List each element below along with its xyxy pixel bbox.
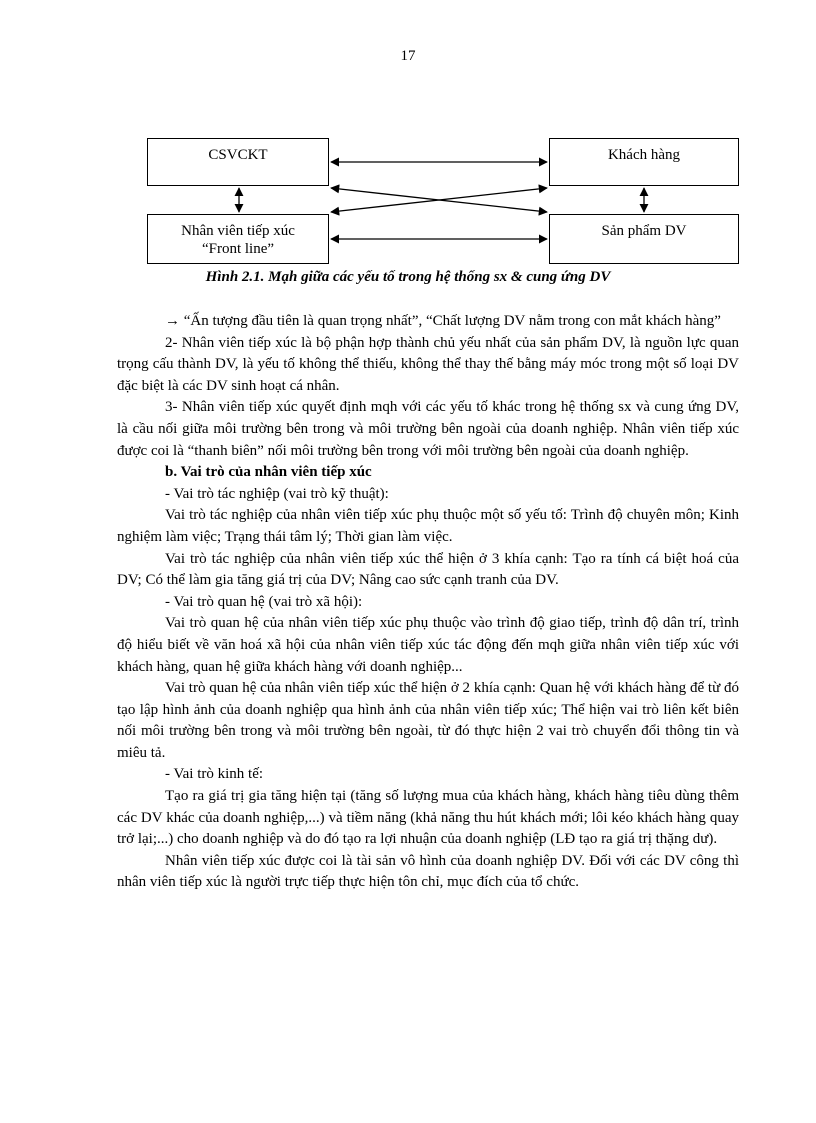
- paragraph: - Vai trò kinh tế:: [165, 766, 264, 783]
- diagram: [0, 0, 816, 300]
- paragraph: - Vai trò quan hệ (vai trò xã hội):: [165, 593, 363, 610]
- box-nhan-vien-label-line1: Nhân viên tiếp xúc: [181, 223, 295, 239]
- paragraph: Vai trò tác nghiệp của nhân viên tiếp xúc thể hiện ở 3 khía cạnh: Tạo ra tính cá biệt hoá của DV; Có thể làm gia tăng giá trị của DV; Nâng cao sức cạnh tranh của DV.: [117, 550, 739, 589]
- paragraph: Tạo ra giá trị gia tăng hiện tại (tăng số lượng mua của khách hàng, khách hàng tiêu dùng thêm các DV khác của doanh nghiệp,...) và tiềm năng (khả năng thu hút khách mới; lôi kéo khách hàng quay trở lại;...) cho doanh nghiệp và do đó tạo ra lợi nhuận của doanh nghiệp (LĐ tạo ra giá trị thặng dư).: [117, 788, 739, 848]
- paragraph: Vai trò quan hệ của nhân viên tiếp xúc phụ thuộc vào trình độ giao tiếp, trình độ dân trí, trình độ hiểu biết về văn hoá xã hội của nhân viên tiếp xúc tác động đến mqh giữa nhân viên tiếp xúc với khách hàng, quan hệ giữa khách hàng với doanh nghiệp...: [117, 615, 739, 675]
- paragraph: Vai trò tác nghiệp của nhân viên tiếp xúc phụ thuộc một số yếu tố: Trình độ chuyên môn; Kinh nghiệm làm việc; Trạng thái tâm lý; Thời gian làm việc.: [117, 507, 739, 545]
- paragraph: → “Ấn tượng đầu tiên là quan trọng nhất”, “Chất lượng DV nằm trong con mắt khách hàng”: [165, 313, 721, 329]
- paragraph: 2- Nhân viên tiếp xúc là bộ phận hợp thành chủ yếu nhất của sản phẩm DV, là nguồn lực quan trọng cấu thành DV, là yếu tố không thể thiếu, không thể thay thế bằng máy móc trong một số loại DV đặc biệt là các DV sinh hoạt cá nhân.: [117, 334, 739, 394]
- section-heading: b. Vai trò của nhân viên tiếp xúc: [165, 464, 372, 481]
- paragraph: - Vai trò tác nghiệp (vai trò kỹ thuật):: [165, 485, 389, 502]
- diagram-arrows: [0, 0, 816, 300]
- paragraph: 3- Nhân viên tiếp xúc quyết định mqh với các yếu tố khác trong hệ thống sx và cung ứng DV, là cầu nối giữa môi trường bên trong và môi trường bên ngoài của doanh nghiệp. Nhân viên tiếp xúc được coi là “thanh biên” nối môi trường bên trong với môi trường bên ngoài của doanh nghiệp.: [117, 399, 739, 459]
- paragraph: Nhân viên tiếp xúc được coi là tài sản vô hình của doanh nghiệp DV. Đối với các DV công thì nhân viên tiếp xúc là người trực tiếp thực hiện tôn chỉ, mục đích của tổ chức.: [117, 852, 739, 891]
- box-nhan-vien-label-line2: “Front line”: [201, 241, 275, 257]
- box-khach-hang-label: Khách hàng: [607, 147, 681, 163]
- figure-caption: Hình 2.1. Mạh giữa các yếu tố trong hệ thống sx & cung ứng DV: [205, 269, 611, 285]
- page-number: 17: [400, 48, 416, 64]
- box-csvckt-label: CSVCKT: [208, 147, 268, 163]
- paragraph: Vai trò quan hệ của nhân viên tiếp xúc thể hiện ở 2 khía cạnh: Quan hệ với khách hàng để từ đó tạo lập hình ảnh của doanh nghiệp qua hình ảnh của nhân viên tiếp xúc; Thể hiện vai trò liên kết biên nối môi trường bên trong và môi trường bên ngoài, từ đó thực hiện 2 vai trò chuyển đổi thông tin và miêu tả.: [117, 680, 739, 761]
- body-text: [117, 311, 739, 894]
- box-san-pham-label: Sản phẩm DV: [601, 223, 687, 239]
